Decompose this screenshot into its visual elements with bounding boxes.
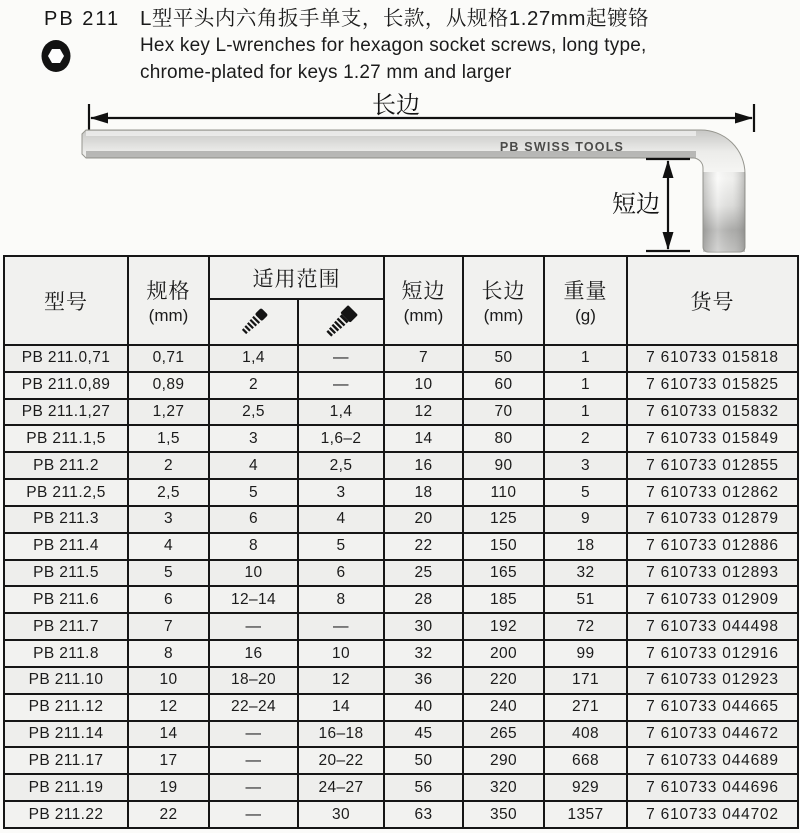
product-title-zh: L型平头内六角扳手单支，长款，从规格1.27mm起镀铬: [140, 7, 649, 30]
cell-weight: 2: [544, 425, 627, 452]
cell-size: 10: [128, 667, 209, 694]
cell-weight: 668: [544, 747, 627, 774]
cell-weight: 929: [544, 774, 627, 801]
table-row: [4, 479, 798, 506]
col-header-size-label: 规格: [146, 280, 191, 303]
cell-model: PB 211.2,5: [4, 479, 128, 506]
cell-short-side: 16: [384, 452, 463, 479]
cell-sku: 7 610733 012879: [627, 506, 798, 533]
cell-weight: 171: [544, 667, 627, 694]
cell-model: PB 211.7: [4, 613, 128, 640]
screw-small-icon: [237, 305, 271, 339]
cell-short-side: 45: [384, 721, 463, 748]
table-row: [4, 613, 798, 640]
cell-model: PB 211.1,27: [4, 399, 128, 426]
cell-weight: 1: [544, 345, 627, 372]
cell-sku: 7 610733 044498: [627, 613, 798, 640]
col-header-model: [4, 256, 128, 345]
cell-sku: 7 610733 012923: [627, 667, 798, 694]
cell-range-small: 2,5: [209, 399, 298, 426]
table-row: [4, 506, 798, 533]
cell-weight: 271: [544, 694, 627, 721]
cell-sku: 7 610733 015832: [627, 399, 798, 426]
cell-model: PB 211.14: [4, 721, 128, 748]
product-titles: [140, 5, 790, 86]
col-header-weight: [544, 256, 627, 345]
table-row: [4, 372, 798, 399]
cell-range-small: 22–24: [209, 694, 298, 721]
cell-range-small: —: [209, 721, 298, 748]
col-header-long-unit: (mm): [483, 306, 524, 325]
cell-long-side: 70: [463, 399, 544, 426]
cell-sku: 7 610733 044696: [627, 774, 798, 801]
cell-sku: 7 610733 012916: [627, 640, 798, 667]
table-row: [4, 399, 798, 426]
cell-size: 6: [128, 586, 209, 613]
cell-model: PB 211.12: [4, 694, 128, 721]
cell-model: PB 211.6: [4, 586, 128, 613]
spec-table-header: [4, 256, 798, 345]
cell-size: 2: [128, 452, 209, 479]
cell-short-side: 40: [384, 694, 463, 721]
cell-range-large: 10: [298, 640, 384, 667]
cell-weight: 32: [544, 560, 627, 587]
cell-range-small: —: [209, 774, 298, 801]
cell-sku: 7 610733 015825: [627, 372, 798, 399]
cell-range-large: 8: [298, 586, 384, 613]
cell-long-side: 200: [463, 640, 544, 667]
cell-sku: 7 610733 012893: [627, 560, 798, 587]
cell-model: PB 211.4: [4, 533, 128, 560]
cell-long-side: 240: [463, 694, 544, 721]
cell-model: PB 211.10: [4, 667, 128, 694]
cell-sku: 7 610733 015849: [627, 425, 798, 452]
cell-size: 5: [128, 560, 209, 587]
cell-long-side: 150: [463, 533, 544, 560]
cell-range-small: 1,4: [209, 345, 298, 372]
cell-range-small: 6: [209, 506, 298, 533]
cell-short-side: 50: [384, 747, 463, 774]
col-header-size-unit: (mm): [148, 306, 189, 325]
cell-range-small: 12–14: [209, 586, 298, 613]
cell-short-side: 22: [384, 533, 463, 560]
cell-range-large: 30: [298, 801, 384, 828]
cell-sku: 7 610733 044702: [627, 801, 798, 828]
cell-range-large: 4: [298, 506, 384, 533]
cell-weight: 18: [544, 533, 627, 560]
cell-short-side: 25: [384, 560, 463, 587]
table-row: [4, 533, 798, 560]
cell-model: PB 211.3: [4, 506, 128, 533]
cell-range-small: 3: [209, 425, 298, 452]
cell-long-side: 320: [463, 774, 544, 801]
col-header-weight-label: 重量: [563, 280, 608, 303]
cell-size: 0,71: [128, 345, 209, 372]
cell-size: 14: [128, 721, 209, 748]
cell-long-side: 265: [463, 721, 544, 748]
cell-short-side: 28: [384, 586, 463, 613]
cell-model: PB 211.0,71: [4, 345, 128, 372]
cell-range-large: 16–18: [298, 721, 384, 748]
col-header-short-side: [384, 256, 463, 345]
cell-size: 4: [128, 533, 209, 560]
brand-text: PB SWISS TOOLS: [499, 140, 625, 154]
cell-range-large: 12: [298, 667, 384, 694]
cell-range-large: —: [298, 613, 384, 640]
table-row: [4, 721, 798, 748]
col-header-weight-unit: (g): [575, 306, 596, 325]
table-row: [4, 425, 798, 452]
cell-weight: 72: [544, 613, 627, 640]
cell-weight: 1: [544, 372, 627, 399]
cell-long-side: 110: [463, 479, 544, 506]
cell-size: 0,89: [128, 372, 209, 399]
cell-model: PB 211.8: [4, 640, 128, 667]
cell-model: PB 211.22: [4, 801, 128, 828]
col-header-model-label: 型号: [44, 290, 88, 314]
cell-weight: 9: [544, 506, 627, 533]
cell-long-side: 185: [463, 586, 544, 613]
col-header-range-label: 适用范围: [252, 267, 341, 291]
cell-weight: 408: [544, 721, 627, 748]
cell-sku: 7 610733 012909: [627, 586, 798, 613]
cell-range-small: —: [209, 747, 298, 774]
cell-short-side: 63: [384, 801, 463, 828]
product-title-en-line2: chrome-plated for keys 1.27 mm and larger: [140, 62, 512, 83]
col-header-long-side: [463, 256, 544, 345]
cell-model: PB 211.17: [4, 747, 128, 774]
cell-weight: 1357: [544, 801, 627, 828]
cell-range-large: 24–27: [298, 774, 384, 801]
cell-sku: 7 610733 012855: [627, 452, 798, 479]
cell-range-large: 5: [298, 533, 384, 560]
table-row: [4, 586, 798, 613]
col-header-range: [209, 256, 384, 299]
col-header-sku-label: 货号: [690, 290, 735, 314]
cell-short-side: 18: [384, 479, 463, 506]
cell-long-side: 125: [463, 506, 544, 533]
cell-sku: 7 610733 015818: [627, 345, 798, 372]
col-header-size: [128, 256, 209, 345]
cell-short-side: 12: [384, 399, 463, 426]
table-row: [4, 774, 798, 801]
cell-long-side: 90: [463, 452, 544, 479]
cell-short-side: 20: [384, 506, 463, 533]
cell-long-side: 60: [463, 372, 544, 399]
cell-range-small: 18–20: [209, 667, 298, 694]
cell-size: 7: [128, 613, 209, 640]
col-header-long-label: 长边: [481, 280, 526, 303]
cell-weight: 1: [544, 399, 627, 426]
cell-size: 1,27: [128, 399, 209, 426]
cell-long-side: 50: [463, 345, 544, 372]
cell-long-side: 350: [463, 801, 544, 828]
cell-short-side: 30: [384, 613, 463, 640]
cell-short-side: 36: [384, 667, 463, 694]
cell-range-large: 6: [298, 560, 384, 587]
cell-model: PB 211.0,89: [4, 372, 128, 399]
cell-model: PB 211.1,5: [4, 425, 128, 452]
screw-large-icon: [323, 304, 359, 340]
cell-model: PB 211.19: [4, 774, 128, 801]
cell-sku: 7 610733 012886: [627, 533, 798, 560]
cell-range-large: 1,4: [298, 399, 384, 426]
short-side-label: 短边: [612, 191, 660, 218]
cell-sku: 7 610733 044665: [627, 694, 798, 721]
table-row: [4, 640, 798, 667]
cell-weight: 99: [544, 640, 627, 667]
cell-range-large: 14: [298, 694, 384, 721]
cell-size: 17: [128, 747, 209, 774]
cell-range-small: —: [209, 801, 298, 828]
cell-long-side: 80: [463, 425, 544, 452]
product-title-en-line1: Hex key L-wrenches for hexagon socket screws, long type,: [140, 35, 647, 56]
cell-size: 3: [128, 506, 209, 533]
cell-short-side: 14: [384, 425, 463, 452]
cell-weight: 3: [544, 452, 627, 479]
table-row: [4, 694, 798, 721]
long-side-dimension: [89, 104, 754, 132]
cell-range-large: —: [298, 372, 384, 399]
hex-socket-icon: [38, 38, 74, 74]
cell-size: 19: [128, 774, 209, 801]
col-header-short-unit: (mm): [403, 306, 444, 325]
col-header-sku: [627, 256, 798, 345]
table-row: [4, 747, 798, 774]
cell-size: 12: [128, 694, 209, 721]
cell-range-large: 20–22: [298, 747, 384, 774]
cell-size: 2,5: [128, 479, 209, 506]
spec-table-body: [4, 345, 798, 828]
cell-range-small: 16: [209, 640, 298, 667]
cell-range-large: 1,6–2: [298, 425, 384, 452]
cell-weight: 51: [544, 586, 627, 613]
cell-short-side: 7: [384, 345, 463, 372]
cell-range-small: 4: [209, 452, 298, 479]
cell-range-small: 10: [209, 560, 298, 587]
cell-range-small: —: [209, 613, 298, 640]
long-side-label: 长边: [372, 92, 420, 119]
cell-sku: 7 610733 044672: [627, 721, 798, 748]
cell-short-side: 10: [384, 372, 463, 399]
cell-weight: 5: [544, 479, 627, 506]
table-row: [4, 345, 798, 372]
cell-range-small: 2: [209, 372, 298, 399]
cell-model: PB 211.2: [4, 452, 128, 479]
product-code: PB 211: [44, 8, 121, 30]
table-row: [4, 667, 798, 694]
cell-range-large: 3: [298, 479, 384, 506]
wrench-diagram: [0, 88, 800, 255]
cell-model: PB 211.5: [4, 560, 128, 587]
cell-range-large: —: [298, 345, 384, 372]
col-header-range-small: [209, 299, 298, 345]
cell-long-side: 290: [463, 747, 544, 774]
cell-sku: 7 610733 044689: [627, 747, 798, 774]
col-header-range-large: [298, 299, 384, 345]
table-row: [4, 560, 798, 587]
cell-range-small: 8: [209, 533, 298, 560]
cell-size: 8: [128, 640, 209, 667]
cell-long-side: 220: [463, 667, 544, 694]
cell-size: 1,5: [128, 425, 209, 452]
cell-long-side: 192: [463, 613, 544, 640]
table-row: [4, 452, 798, 479]
spec-table: [3, 255, 799, 829]
cell-range-small: 5: [209, 479, 298, 506]
cell-short-side: 56: [384, 774, 463, 801]
cell-sku: 7 610733 012862: [627, 479, 798, 506]
table-row: [4, 801, 798, 828]
cell-range-large: 2,5: [298, 452, 384, 479]
cell-short-side: 32: [384, 640, 463, 667]
col-header-short-label: 短边: [401, 280, 446, 303]
cell-long-side: 165: [463, 560, 544, 587]
cell-size: 22: [128, 801, 209, 828]
